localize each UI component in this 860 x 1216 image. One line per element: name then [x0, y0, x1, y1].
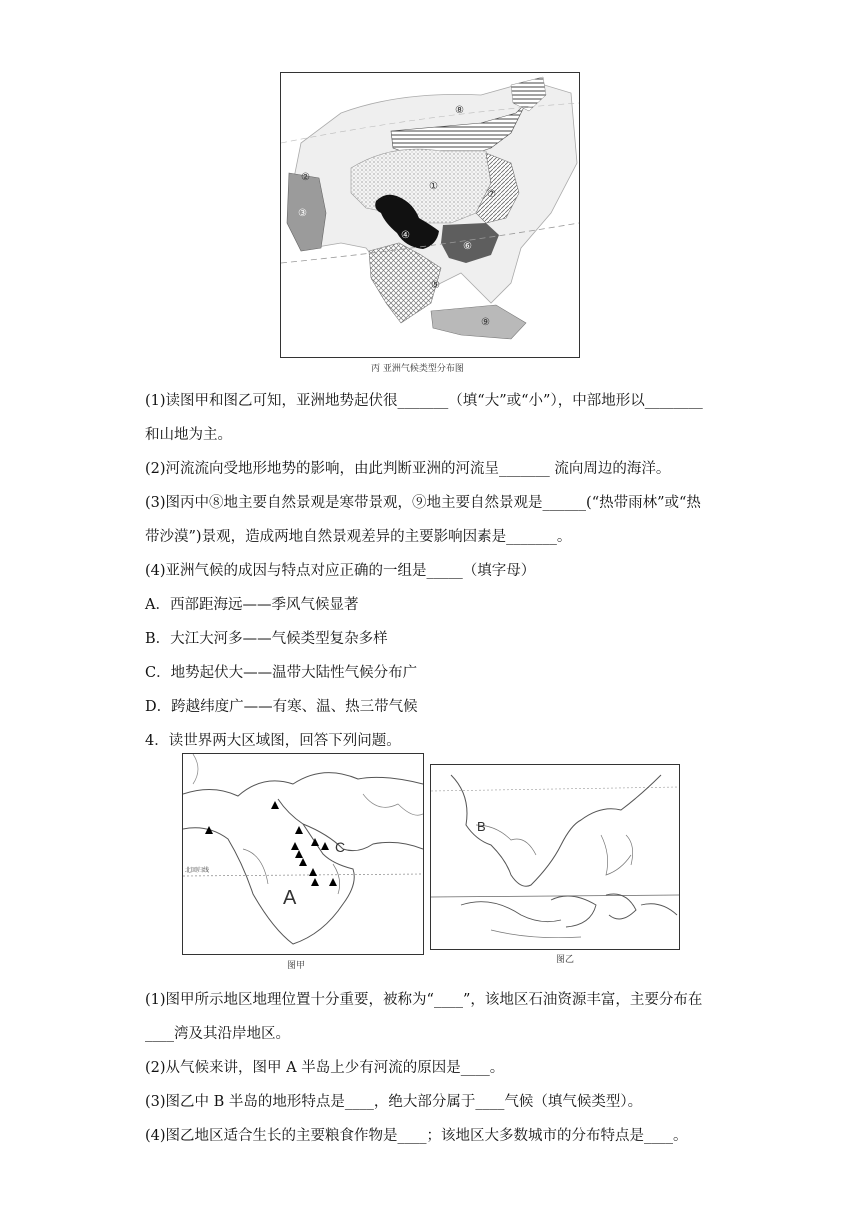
oil-marker-icon [271, 801, 279, 809]
oil-marker-icon [329, 878, 337, 886]
oil-marker-icon [291, 842, 299, 850]
asia-climate-map-drawing [281, 73, 579, 357]
figure-bing-caption: 丙 亚洲气候类型分布图 [371, 364, 464, 374]
q3-line: 和山地为主。 [145, 427, 232, 443]
map-region-label: ④ [401, 230, 410, 241]
oil-marker-icon [311, 878, 319, 886]
map-region-label: ⑥ [463, 241, 472, 252]
map-region-label: ⑦ [487, 189, 496, 200]
q3-option-c: C．地势起伏大——温带大陆性气候分布广 [145, 665, 418, 681]
q4-line: (1)图甲所示地区地理位置十分重要，被称为“____”，该地区石油资源丰富，主要分布在 [145, 992, 703, 1008]
q3-option-d: D．跨越纬度广——有寒、温、热三带气候 [145, 699, 418, 715]
oil-marker-icon [295, 850, 303, 858]
q4-line: (3)图乙中 B 半岛的地形特点是____，绝大部分属于____气候（填气候类型）。 [145, 1094, 643, 1110]
q4-intro: 4．读世界两大区域图，回答下列问题。 [145, 733, 401, 749]
q4-line: (2)从气候来讲，图甲 A 半岛上少有河流的原因是____。 [145, 1060, 505, 1076]
q3-line: (4)亚洲气候的成因与特点对应正确的一组是_____（填字母） [145, 563, 536, 579]
map-region-label: ② [301, 172, 310, 183]
q3-line: (3)图丙中⑧地主要自然景观是寒带景观，⑨地主要自然景观是______(“热带雨林”或“热 [145, 495, 701, 511]
map-region-label: ⑨ [481, 317, 490, 328]
region-a-label: A [283, 887, 297, 909]
q3-option-a: A．西部距海远——季风气候显著 [145, 597, 359, 613]
figure-jia-caption: 图甲 [287, 961, 306, 971]
oil-marker-icon [309, 868, 317, 876]
region-c-label: C [335, 839, 346, 855]
map-region-label: ⑤ [431, 280, 440, 291]
q3-line: (1)读图甲和图乙可知，亚洲地势起伏很_______（填“大”或“小”），中部地形以________ [145, 393, 703, 409]
tropic-of-cancer-label: 北回归线 [185, 868, 210, 874]
region-b-label: B [477, 819, 486, 834]
oil-marker-icon [299, 858, 307, 866]
map-region-label: ① [429, 181, 438, 192]
q3-line: (2)河流流向受地形地势的影响，由此判断亚洲的河流呈_______ 流向周边的海洋。 [145, 461, 671, 477]
oil-marker-icon [295, 826, 303, 834]
q3-option-b: B．大江大河多——气候类型复杂多样 [145, 631, 388, 647]
figure-yi-caption: 图乙 [556, 955, 575, 965]
q4-line: (4)图乙地区适合生长的主要粮食作物是____；该地区大多数城市的分布特点是____。 [145, 1128, 688, 1144]
southeast-asia-map-drawing [431, 765, 679, 949]
oil-markers [205, 801, 337, 886]
middle-east-map [182, 753, 424, 955]
southeast-asia-map [430, 764, 680, 950]
q3-line: 带沙漠”)景观，造成两地自然景观差异的主要影响因素是_______。 [145, 529, 572, 545]
middle-east-map-drawing [183, 754, 423, 954]
map-region-label: ③ [298, 208, 307, 219]
map-region-label: ⑧ [455, 105, 464, 116]
oil-marker-icon [311, 838, 319, 846]
oil-marker-icon [321, 842, 329, 850]
asia-climate-map [280, 72, 580, 358]
q4-line: ____湾及其沿岸地区。 [145, 1026, 290, 1042]
